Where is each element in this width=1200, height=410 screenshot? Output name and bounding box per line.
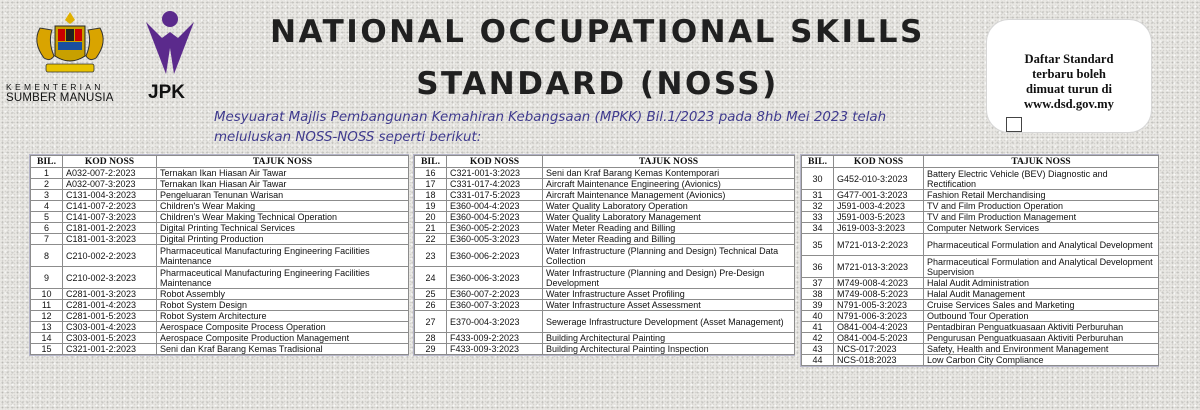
cell-tajuk: Outbound Tour Operation (924, 311, 1159, 322)
table-row (415, 234, 795, 245)
table-row (415, 212, 795, 223)
table-row (802, 355, 1159, 366)
cell-tajuk: Water Infrastructure (Planning and Design) Technical Data Collection (543, 245, 795, 267)
cell-tajuk: Sewerage Infrastructure Development (Asset Management) (543, 311, 795, 333)
table-row (31, 201, 409, 212)
cell-tajuk: TV and Film Production Operation (924, 201, 1159, 212)
cell-kod: C281-001-5:2023 (63, 311, 157, 322)
cell-kod: A032-007-2:2023 (63, 168, 157, 179)
table-row (415, 179, 795, 190)
cell-bil: 36 (802, 256, 834, 278)
cell-tajuk: Pharmaceutical Formulation and Analytical Development Supervision (924, 256, 1159, 278)
cell-bil: 26 (415, 300, 447, 311)
cell-kod: M749-008-5:2023 (834, 289, 924, 300)
col-header-tajuk: TAJUK NOSS (543, 156, 795, 168)
table-row (31, 322, 409, 333)
table-row (415, 245, 795, 267)
cell-tajuk: Pentadbiran Penguatkuasaan Aktiviti Perburuhan (924, 322, 1159, 333)
cell-kod: C181-001-3:2023 (63, 234, 157, 245)
noss-table (414, 155, 795, 355)
cell-kod: E360-005-3:2023 (447, 234, 543, 245)
table-row (802, 300, 1159, 311)
cell-bil: 22 (415, 234, 447, 245)
table-row (802, 168, 1159, 190)
cell-tajuk: TV and Film Production Management (924, 212, 1159, 223)
download-notice-card (987, 20, 1151, 132)
col-header-tajuk: TAJUK NOSS (157, 156, 409, 168)
cell-tajuk: Halal Audit Management (924, 289, 1159, 300)
cell-kod: M721-013-3:2023 (834, 256, 924, 278)
table-row (31, 300, 409, 311)
cell-tajuk: Water Meter Reading and Billing (543, 234, 795, 245)
cell-kod: M721-013-2:2023 (834, 234, 924, 256)
col-header-bil: BIL. (31, 156, 63, 168)
cell-kod: A032-007-3:2023 (63, 179, 157, 190)
table-row (802, 322, 1159, 333)
title-line2: STANDARD (NOSS) (416, 66, 779, 102)
title-line1: NATIONAL OCCUPATIONAL SKILLS (270, 14, 925, 50)
cell-bil: 30 (802, 168, 834, 190)
table-row (415, 344, 795, 355)
cell-tajuk: Pharmaceutical Formulation and Analytical Development (924, 234, 1159, 256)
ministry-name-line2: SUMBER MANUSIA (6, 92, 114, 104)
cell-bil: 1 (31, 168, 63, 179)
table-header-row (31, 156, 409, 168)
cell-tajuk: Low Carbon City Compliance (924, 355, 1159, 366)
cell-bil: 19 (415, 201, 447, 212)
cell-tajuk: Pengeluaran Tenunan Warisan (157, 190, 409, 201)
table-row (31, 289, 409, 300)
coat-of-arms-icon (20, 10, 120, 80)
table-header-row (802, 156, 1159, 168)
cell-tajuk: Aircraft Maintenance Engineering (Avionics) (543, 179, 795, 190)
subtitle-line2: meluluskan NOSS-NOSS seperti berikut: (214, 130, 482, 145)
cell-bil: 17 (415, 179, 447, 190)
cell-tajuk: Aircraft Maintenance Management (Avionics) (543, 190, 795, 201)
table-row (415, 300, 795, 311)
table-row (802, 278, 1159, 289)
cell-bil: 5 (31, 212, 63, 223)
ministry-logo (6, 8, 134, 102)
table-row (31, 190, 409, 201)
col-header-bil: BIL. (415, 156, 447, 168)
cell-bil: 34 (802, 223, 834, 234)
cell-kod: E360-006-3:2023 (447, 267, 543, 289)
noss-table-3 (800, 154, 1159, 367)
noss-table-1 (29, 154, 409, 356)
cell-kod: C281-001-3:2023 (63, 289, 157, 300)
cell-tajuk: Water Meter Reading and Billing (543, 223, 795, 234)
cell-tajuk: Water Quality Laboratory Management (543, 212, 795, 223)
table-row (802, 333, 1159, 344)
cell-tajuk: Aerospace Composite Production Management (157, 333, 409, 344)
cell-kod: C321-001-2:2023 (63, 344, 157, 355)
cell-tajuk: Cruise Services Sales and Marketing (924, 300, 1159, 311)
table-row (415, 190, 795, 201)
cell-tajuk: Robot Assembly (157, 289, 409, 300)
col-header-kod: KOD NOSS (63, 156, 157, 168)
cell-bil: 12 (31, 311, 63, 322)
noss-table-2 (413, 154, 795, 356)
cell-bil: 44 (802, 355, 834, 366)
jpk-logo (144, 8, 200, 102)
cell-bil: 2 (31, 179, 63, 190)
col-header-tajuk: TAJUK NOSS (924, 156, 1159, 168)
page-subtitle (214, 108, 974, 148)
table-row (31, 311, 409, 322)
cell-kod: E360-005-2:2023 (447, 223, 543, 234)
table-row (415, 223, 795, 234)
table-row (415, 333, 795, 344)
table-row (415, 168, 795, 179)
cell-bil: 21 (415, 223, 447, 234)
cell-tajuk: Ternakan Ikan Hiasan Air Tawar (157, 179, 409, 190)
table-row (802, 344, 1159, 355)
table-row (31, 245, 409, 267)
cell-kod: NCS-018:2023 (834, 355, 924, 366)
cell-kod: E360-007-2:2023 (447, 289, 543, 300)
cell-tajuk: Ternakan Ikan Hiasan Air Tawar (157, 168, 409, 179)
col-header-kod: KOD NOSS (447, 156, 543, 168)
table-row (31, 223, 409, 234)
cell-bil: 40 (802, 311, 834, 322)
cell-kod: E360-004-5:2023 (447, 212, 543, 223)
cell-kod: C141-007-3:2023 (63, 212, 157, 223)
cell-bil: 6 (31, 223, 63, 234)
cell-bil: 32 (802, 201, 834, 212)
cell-bil: 43 (802, 344, 834, 355)
cell-tajuk: Halal Audit Administration (924, 278, 1159, 289)
cell-kod: M749-008-4:2023 (834, 278, 924, 289)
cell-bil: 31 (802, 190, 834, 201)
cell-bil: 28 (415, 333, 447, 344)
cell-kod: J591-003-5:2023 (834, 212, 924, 223)
table-row (31, 212, 409, 223)
table-row (802, 201, 1159, 212)
cell-bil: 13 (31, 322, 63, 333)
cell-tajuk: Pengurusan Penguatkuasaan Aktiviti Perburuhan (924, 333, 1159, 344)
cell-tajuk: Robot System Design (157, 300, 409, 311)
cell-kod: C303-001-5:2023 (63, 333, 157, 344)
cell-tajuk: Battery Electric Vehicle (BEV) Diagnostic and Rectification (924, 168, 1159, 190)
cell-kod: G452-010-3:2023 (834, 168, 924, 190)
cell-bil: 37 (802, 278, 834, 289)
notice-link[interactable]: www.dsd.gov.my (1024, 97, 1114, 111)
table-row (31, 344, 409, 355)
cell-bil: 39 (802, 300, 834, 311)
cell-kod: E360-006-2:2023 (447, 245, 543, 267)
cell-tajuk: Computer Network Services (924, 223, 1159, 234)
cell-tajuk: Children's Wear Making Technical Operation (157, 212, 409, 223)
cell-kod: N791-005-3:2023 (834, 300, 924, 311)
cell-bil: 35 (802, 234, 834, 256)
cell-kod: F433-009-3:2023 (447, 344, 543, 355)
table-row (415, 311, 795, 333)
subtitle-line1: Mesyuarat Majlis Pembangunan Kemahiran Kebangsaan (MPKK) Bil.1/2023 pada 8hb Mei 2023 telah (214, 110, 887, 125)
download-notice-text (987, 52, 1151, 112)
page-title (210, 6, 985, 110)
cell-kod: J619-003-3:2023 (834, 223, 924, 234)
cell-bil: 16 (415, 168, 447, 179)
table-row (802, 190, 1159, 201)
jpk-logo-text: JPK (148, 82, 185, 103)
table-row (31, 168, 409, 179)
cell-kod: C331-017-5:2023 (447, 190, 543, 201)
cell-bil: 4 (31, 201, 63, 212)
cell-tajuk: Pharmaceutical Manufacturing Engineering Facilities Maintenance (157, 245, 409, 267)
table-header-row (415, 156, 795, 168)
col-header-kod: KOD NOSS (834, 156, 924, 168)
cell-kod: C141-007-2:2023 (63, 201, 157, 212)
cell-kod: C321-001-3:2023 (447, 168, 543, 179)
cell-kod: C210-002-2:2023 (63, 245, 157, 267)
cell-tajuk: Digital Printing Production (157, 234, 409, 245)
col-header-bil: BIL. (802, 156, 834, 168)
cell-tajuk: Water Quality Laboratory Operation (543, 201, 795, 212)
table-row (802, 234, 1159, 256)
table-row (802, 223, 1159, 234)
table-row (31, 234, 409, 245)
cell-kod: F433-009-2:2023 (447, 333, 543, 344)
cell-kod: N791-006-3:2023 (834, 311, 924, 322)
cell-bil: 23 (415, 245, 447, 267)
cell-tajuk: Seni dan Kraf Barang Kemas Tradisional (157, 344, 409, 355)
cell-kod: E360-007-3:2023 (447, 300, 543, 311)
cell-bil: 38 (802, 289, 834, 300)
table-row (31, 267, 409, 289)
cell-bil: 33 (802, 212, 834, 223)
table-row (802, 256, 1159, 278)
cell-tajuk: Water Infrastructure (Planning and Design) Pre-Design Development (543, 267, 795, 289)
table-row (31, 179, 409, 190)
table-row (415, 267, 795, 289)
noss-table (30, 155, 409, 355)
table-row (802, 311, 1159, 322)
cell-kod: C210-002-3:2023 (63, 267, 157, 289)
cell-kod: J591-003-4:2023 (834, 201, 924, 212)
cell-tajuk: Safety, Health and Environment Management (924, 344, 1159, 355)
cell-bil: 11 (31, 300, 63, 311)
cell-tajuk: Water Infrastructure Asset Assessment (543, 300, 795, 311)
checkbox-icon (1006, 117, 1022, 132)
cell-kod: G477-001-3:2023 (834, 190, 924, 201)
cell-kod: C181-001-2:2023 (63, 223, 157, 234)
cell-bil: 24 (415, 267, 447, 289)
cell-kod: E370-004-3:2023 (447, 311, 543, 333)
cell-tajuk: Digital Printing Technical Services (157, 223, 409, 234)
cell-tajuk: Aerospace Composite Process Operation (157, 322, 409, 333)
cell-tajuk: Pharmaceutical Manufacturing Engineering Facilities Maintenance (157, 267, 409, 289)
cell-tajuk: Robot System Architecture (157, 311, 409, 322)
table-row (415, 201, 795, 212)
cell-bil: 42 (802, 333, 834, 344)
cell-bil: 15 (31, 344, 63, 355)
cell-bil: 20 (415, 212, 447, 223)
cell-kod: NCS-017:2023 (834, 344, 924, 355)
cell-tajuk: Building Architectural Painting Inspection (543, 344, 795, 355)
cell-kod: E360-004-4:2023 (447, 201, 543, 212)
jpk-emblem-icon (144, 8, 196, 78)
cell-bil: 8 (31, 245, 63, 267)
cell-kod: C331-017-4:2023 (447, 179, 543, 190)
table-row (802, 212, 1159, 223)
notice-line1: Daftar Standard (1024, 52, 1114, 66)
cell-tajuk: Building Architectural Painting (543, 333, 795, 344)
cell-bil: 41 (802, 322, 834, 333)
cell-kod: O841-004-5:2023 (834, 333, 924, 344)
cell-bil: 10 (31, 289, 63, 300)
notice-line3: dimuat turun di (1025, 82, 1113, 96)
noss-table (801, 155, 1159, 366)
table-row (415, 289, 795, 300)
cell-bil: 29 (415, 344, 447, 355)
cell-bil: 18 (415, 190, 447, 201)
notice-line2: terbaru boleh (1032, 67, 1106, 81)
cell-tajuk: Water Infrastructure Asset Profiling (543, 289, 795, 300)
cell-bil: 25 (415, 289, 447, 300)
cell-tajuk: Children's Wear Making (157, 201, 409, 212)
cell-tajuk: Fashion Retail Merchandising (924, 190, 1159, 201)
cell-bil: 14 (31, 333, 63, 344)
ministry-name-line1: KEMENTERIAN (6, 82, 104, 92)
cell-bil: 3 (31, 190, 63, 201)
cell-bil: 27 (415, 311, 447, 333)
cell-tajuk: Seni dan Kraf Barang Kemas Kontemporari (543, 168, 795, 179)
cell-kod: C131-004-3:2023 (63, 190, 157, 201)
cell-kod: C303-001-4:2023 (63, 322, 157, 333)
cell-bil: 9 (31, 267, 63, 289)
cell-kod: O841-004-4:2023 (834, 322, 924, 333)
table-row (31, 333, 409, 344)
cell-bil: 7 (31, 234, 63, 245)
table-row (802, 289, 1159, 300)
cell-kod: C281-001-4:2023 (63, 300, 157, 311)
